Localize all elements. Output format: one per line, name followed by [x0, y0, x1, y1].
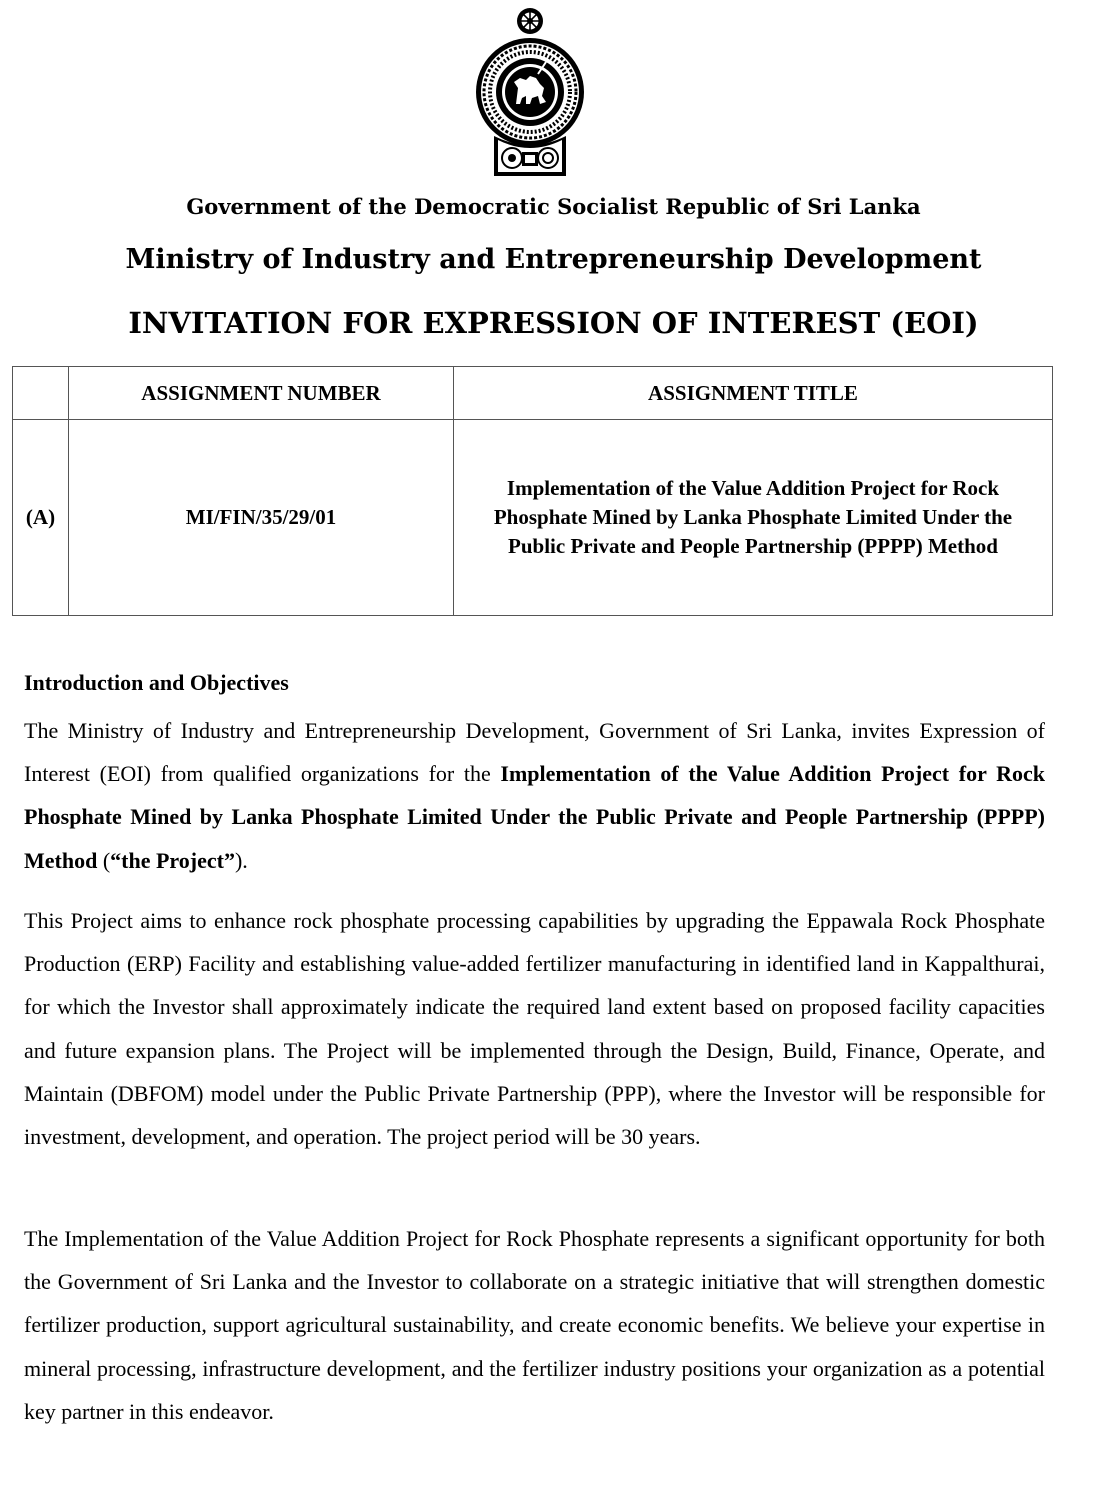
assignment-title: Implementation of the Value Addition Project for Rock Phosphate Mined by Lanka Phosphate Limited Under the Public Private and People Partnership (PPPP) Method — [454, 420, 1053, 616]
assignment-number: MI/FIN/35/29/01 — [69, 420, 454, 616]
row-label: (A) — [13, 420, 69, 616]
table-header-cell — [13, 367, 69, 420]
table-header-row — [13, 367, 1053, 420]
table-header-cell: ASSIGNMENT TITLE — [454, 367, 1053, 420]
paragraph: This Project aims to enhance rock phosphate processing capabilities by upgrading the Eppawala Rock Phosphate Production (ERP) Facility and establishing value-added fertilizer manufacturing in identified land in Kappalthurai, for which the Investor shall approximately indicate the required land extent based on proposed facility capacities and future expansion plans. The Project will be implemented through the Design, Build, Finance, Operate, and Maintain (DBFOM) model under the Public Private Partnership (PPP), where the Investor will be responsible for investment, development, and operation. The project period will be 30 years. — [24, 908, 1045, 1150]
assignment-table — [12, 366, 1053, 616]
section-heading: Introduction and Objectives — [24, 670, 289, 695]
invitation-title: INVITATION FOR EXPRESSION OF INTEREST (EOI) — [128, 306, 979, 340]
table-row — [13, 420, 1053, 616]
table-header-cell: ASSIGNMENT NUMBER — [69, 367, 454, 420]
ministry-title: Ministry of Industry and Entrepreneurship Development — [125, 244, 982, 275]
paragraph: The Ministry of Industry and Entrepreneurship Development, Government of Sri Lanka, invites Expression of Interest (EOI) from qualified organizations for the Implementation of the Value Addition Project for Rock Phosphate Mined by Lanka Phosphate Limited Under the Public Private and People Partnership (PPPP) Method (“the Project”). — [24, 718, 1045, 873]
paragraph: The Implementation of the Value Addition Project for Rock Phosphate represents a significant opportunity for both the Government of Sri Lanka and the Investor to collaborate on a strategic initiative that will strengthen domestic fertilizer production, support agricultural sustainability, and create economic benefits. We believe your expertise in mineral processing, infrastructure development, and the fertilizer industry positions your organization as a potential key partner in this endeavor. — [24, 1226, 1045, 1424]
government-title: Government of the Democratic Socialist Republic of Sri Lanka — [186, 194, 921, 219]
sri-lanka-emblem-icon — [474, 4, 586, 182]
